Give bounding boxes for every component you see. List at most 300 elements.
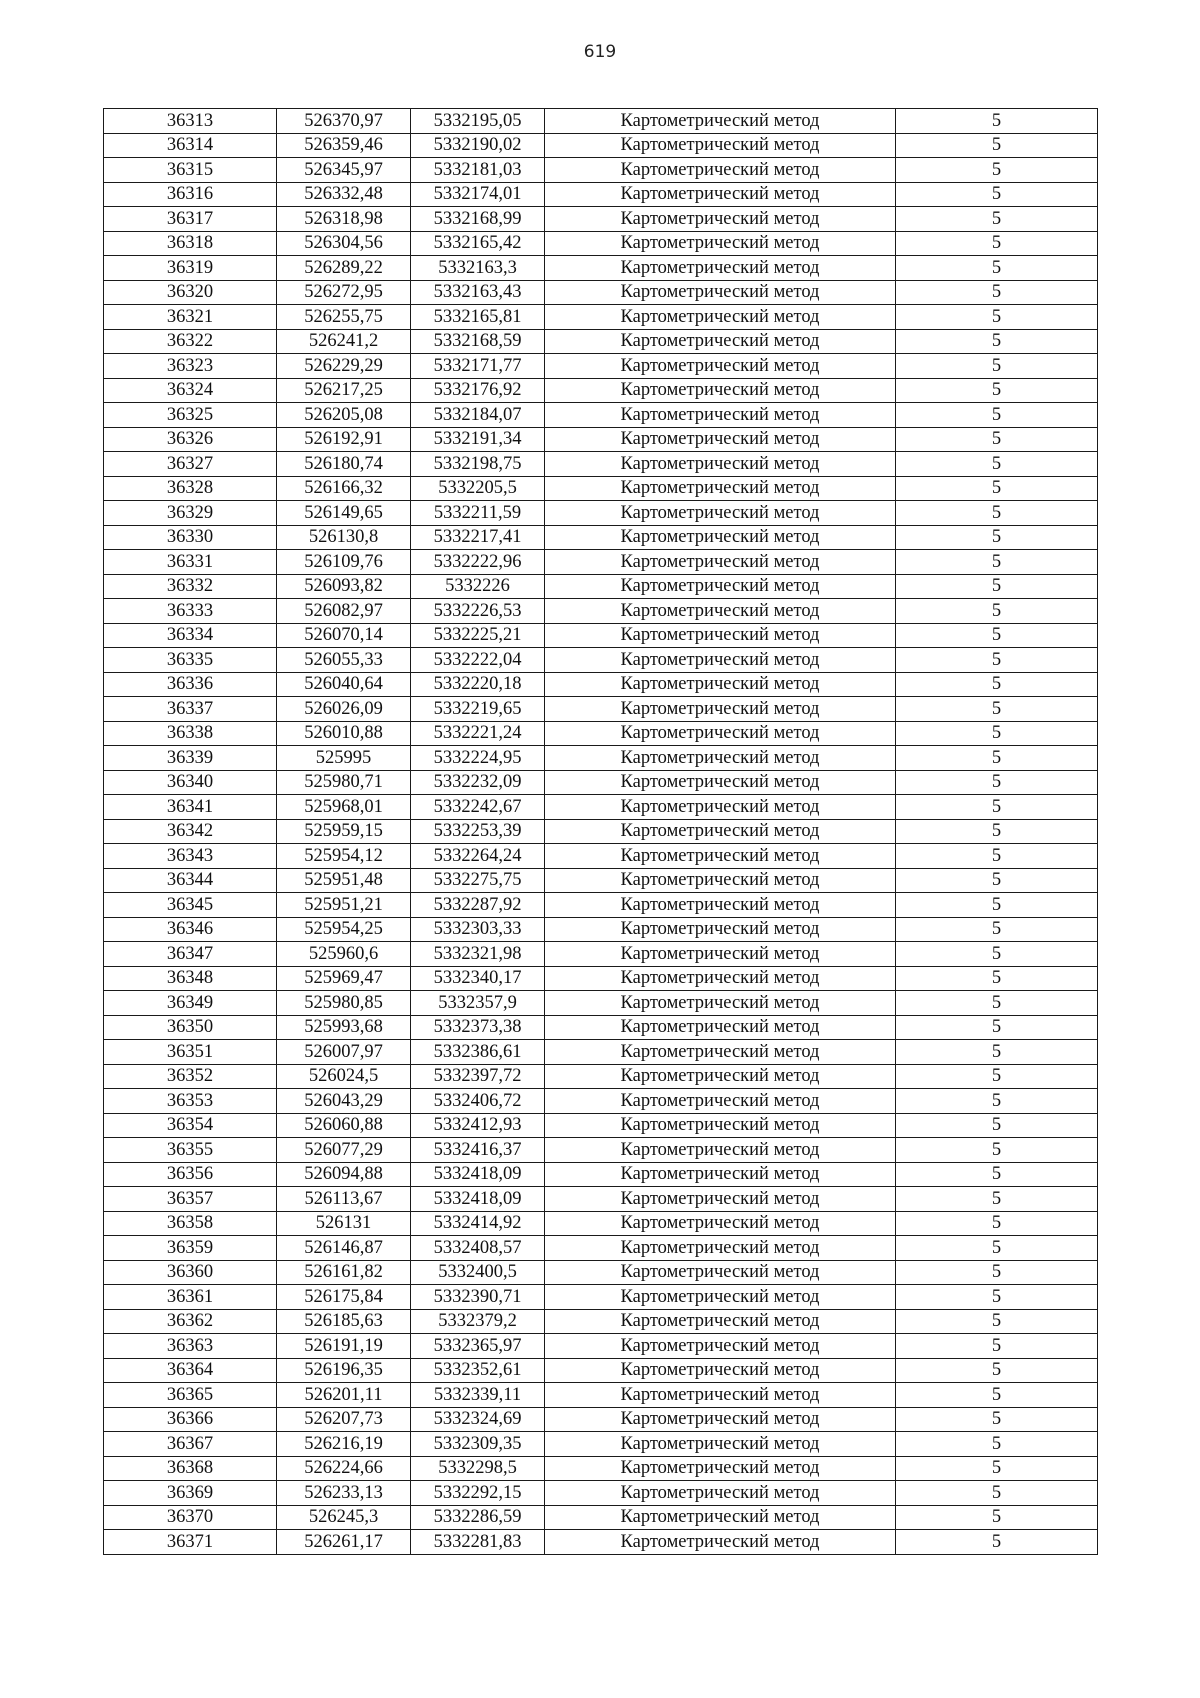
method-cell: Картометрический метод — [545, 329, 896, 354]
accuracy-cell: 5 — [896, 231, 1098, 256]
point-number-cell: 36360 — [104, 1260, 277, 1285]
point-number-cell: 36363 — [104, 1334, 277, 1359]
table-row — [104, 378, 1098, 403]
x-coordinate-cell: 526161,82 — [277, 1260, 411, 1285]
table-row — [104, 550, 1098, 575]
accuracy-cell: 5 — [896, 1162, 1098, 1187]
accuracy-cell: 5 — [896, 1407, 1098, 1432]
point-number-cell: 36355 — [104, 1138, 277, 1163]
point-number-cell: 36339 — [104, 746, 277, 771]
accuracy-cell: 5 — [896, 501, 1098, 526]
y-coordinate-cell: 5332226,53 — [411, 599, 545, 624]
accuracy-cell: 5 — [896, 868, 1098, 893]
y-coordinate-cell: 5332163,43 — [411, 280, 545, 305]
accuracy-cell: 5 — [896, 1015, 1098, 1040]
point-number-cell: 36314 — [104, 133, 277, 158]
y-coordinate-cell: 5332287,92 — [411, 893, 545, 918]
table-row — [104, 207, 1098, 232]
table-row — [104, 427, 1098, 452]
x-coordinate-cell: 525951,48 — [277, 868, 411, 893]
method-cell: Картометрический метод — [545, 1089, 896, 1114]
method-cell: Картометрический метод — [545, 207, 896, 232]
point-number-cell: 36364 — [104, 1358, 277, 1383]
method-cell: Картометрический метод — [545, 819, 896, 844]
y-coordinate-cell: 5332264,24 — [411, 844, 545, 869]
table-row — [104, 574, 1098, 599]
x-coordinate-cell: 526304,56 — [277, 231, 411, 256]
x-coordinate-cell: 526007,97 — [277, 1040, 411, 1065]
y-coordinate-cell: 5332191,34 — [411, 427, 545, 452]
y-coordinate-cell: 5332211,59 — [411, 501, 545, 526]
x-coordinate-cell: 525980,85 — [277, 991, 411, 1016]
y-coordinate-cell: 5332168,99 — [411, 207, 545, 232]
point-number-cell: 36344 — [104, 868, 277, 893]
y-coordinate-cell: 5332165,81 — [411, 305, 545, 330]
table-row — [104, 133, 1098, 158]
accuracy-cell: 5 — [896, 1530, 1098, 1555]
accuracy-cell: 5 — [896, 305, 1098, 330]
method-cell: Картометрический метод — [545, 991, 896, 1016]
method-cell: Картометрический метод — [545, 1236, 896, 1261]
accuracy-cell: 5 — [896, 574, 1098, 599]
point-number-cell: 36330 — [104, 525, 277, 550]
point-number-cell: 36354 — [104, 1113, 277, 1138]
method-cell: Картометрический метод — [545, 599, 896, 624]
accuracy-cell: 5 — [896, 1113, 1098, 1138]
method-cell: Картометрический метод — [545, 280, 896, 305]
accuracy-cell: 5 — [896, 133, 1098, 158]
method-cell: Картометрический метод — [545, 476, 896, 501]
method-cell: Картометрический метод — [545, 525, 896, 550]
y-coordinate-cell: 5332253,39 — [411, 819, 545, 844]
x-coordinate-cell: 526130,8 — [277, 525, 411, 550]
x-coordinate-cell: 526205,08 — [277, 403, 411, 428]
y-coordinate-cell: 5332373,38 — [411, 1015, 545, 1040]
point-number-cell: 36319 — [104, 256, 277, 281]
x-coordinate-cell: 526224,66 — [277, 1456, 411, 1481]
y-coordinate-cell: 5332220,18 — [411, 672, 545, 697]
point-number-cell: 36317 — [104, 207, 277, 232]
table-row — [104, 942, 1098, 967]
method-cell: Картометрический метод — [545, 942, 896, 967]
y-coordinate-cell: 5332222,04 — [411, 648, 545, 673]
point-number-cell: 36343 — [104, 844, 277, 869]
x-coordinate-cell: 526060,88 — [277, 1113, 411, 1138]
point-number-cell: 36336 — [104, 672, 277, 697]
point-number-cell: 36326 — [104, 427, 277, 452]
table-row — [104, 525, 1098, 550]
table-row — [104, 182, 1098, 207]
point-number-cell: 36368 — [104, 1456, 277, 1481]
method-cell: Картометрический метод — [545, 133, 896, 158]
table-row — [104, 231, 1098, 256]
table-row — [104, 1407, 1098, 1432]
table-row — [104, 1456, 1098, 1481]
y-coordinate-cell: 5332298,5 — [411, 1456, 545, 1481]
point-number-cell: 36341 — [104, 795, 277, 820]
method-cell: Картометрический метод — [545, 1383, 896, 1408]
x-coordinate-cell: 526233,13 — [277, 1481, 411, 1506]
x-coordinate-cell: 526255,75 — [277, 305, 411, 330]
x-coordinate-cell: 526055,33 — [277, 648, 411, 673]
method-cell: Картометрический метод — [545, 1162, 896, 1187]
accuracy-cell: 5 — [896, 966, 1098, 991]
point-number-cell: 36356 — [104, 1162, 277, 1187]
method-cell: Картометрический метод — [545, 1285, 896, 1310]
x-coordinate-cell: 526131 — [277, 1211, 411, 1236]
x-coordinate-cell: 526180,74 — [277, 452, 411, 477]
accuracy-cell: 5 — [896, 1260, 1098, 1285]
y-coordinate-cell: 5332339,11 — [411, 1383, 545, 1408]
x-coordinate-cell: 526043,29 — [277, 1089, 411, 1114]
y-coordinate-cell: 5332198,75 — [411, 452, 545, 477]
table-row — [104, 1211, 1098, 1236]
x-coordinate-cell: 526201,11 — [277, 1383, 411, 1408]
table-row — [104, 1064, 1098, 1089]
accuracy-cell: 5 — [896, 256, 1098, 281]
y-coordinate-cell: 5332414,92 — [411, 1211, 545, 1236]
x-coordinate-cell: 526070,14 — [277, 623, 411, 648]
y-coordinate-cell: 5332352,61 — [411, 1358, 545, 1383]
table-row — [104, 697, 1098, 722]
method-cell: Картометрический метод — [545, 966, 896, 991]
method-cell: Картометрический метод — [545, 550, 896, 575]
x-coordinate-cell: 526207,73 — [277, 1407, 411, 1432]
y-coordinate-cell: 5332357,9 — [411, 991, 545, 1016]
table-row — [104, 623, 1098, 648]
method-cell: Картометрический метод — [545, 1187, 896, 1212]
method-cell: Картометрический метод — [545, 844, 896, 869]
y-coordinate-cell: 5332400,5 — [411, 1260, 545, 1285]
y-coordinate-cell: 5332390,71 — [411, 1285, 545, 1310]
method-cell: Картометрический метод — [545, 427, 896, 452]
y-coordinate-cell: 5332340,17 — [411, 966, 545, 991]
x-coordinate-cell: 526166,32 — [277, 476, 411, 501]
y-coordinate-cell: 5332190,02 — [411, 133, 545, 158]
table-row — [104, 476, 1098, 501]
table-row — [104, 109, 1098, 134]
y-coordinate-cell: 5332168,59 — [411, 329, 545, 354]
table-row — [104, 1162, 1098, 1187]
x-coordinate-cell: 526146,87 — [277, 1236, 411, 1261]
table-row — [104, 329, 1098, 354]
point-number-cell: 36324 — [104, 378, 277, 403]
x-coordinate-cell: 525980,71 — [277, 770, 411, 795]
point-number-cell: 36369 — [104, 1481, 277, 1506]
point-number-cell: 36334 — [104, 623, 277, 648]
method-cell: Картометрический метод — [545, 182, 896, 207]
point-number-cell: 36333 — [104, 599, 277, 624]
accuracy-cell: 5 — [896, 648, 1098, 673]
accuracy-cell: 5 — [896, 1064, 1098, 1089]
accuracy-cell: 5 — [896, 109, 1098, 134]
accuracy-cell: 5 — [896, 1432, 1098, 1457]
method-cell: Картометрический метод — [545, 623, 896, 648]
table-row — [104, 648, 1098, 673]
point-number-cell: 36352 — [104, 1064, 277, 1089]
accuracy-cell: 5 — [896, 770, 1098, 795]
point-number-cell: 36338 — [104, 721, 277, 746]
x-coordinate-cell: 525993,68 — [277, 1015, 411, 1040]
method-cell: Картометрический метод — [545, 1407, 896, 1432]
table-row — [104, 305, 1098, 330]
y-coordinate-cell: 5332222,96 — [411, 550, 545, 575]
y-coordinate-cell: 5332181,03 — [411, 158, 545, 183]
x-coordinate-cell: 526082,97 — [277, 599, 411, 624]
table-row — [104, 1260, 1098, 1285]
point-number-cell: 36325 — [104, 403, 277, 428]
y-coordinate-cell: 5332365,97 — [411, 1334, 545, 1359]
point-number-cell: 36362 — [104, 1309, 277, 1334]
method-cell: Картометрический метод — [545, 1334, 896, 1359]
accuracy-cell: 5 — [896, 378, 1098, 403]
table-row — [104, 819, 1098, 844]
x-coordinate-cell: 526191,19 — [277, 1334, 411, 1359]
point-number-cell: 36332 — [104, 574, 277, 599]
point-number-cell: 36348 — [104, 966, 277, 991]
x-coordinate-cell: 525960,6 — [277, 942, 411, 967]
y-coordinate-cell: 5332171,77 — [411, 354, 545, 379]
point-number-cell: 36328 — [104, 476, 277, 501]
table-row — [104, 1138, 1098, 1163]
point-number-cell: 36320 — [104, 280, 277, 305]
x-coordinate-cell: 526289,22 — [277, 256, 411, 281]
x-coordinate-cell: 525969,47 — [277, 966, 411, 991]
y-coordinate-cell: 5332226 — [411, 574, 545, 599]
table-row — [104, 501, 1098, 526]
y-coordinate-cell: 5332224,95 — [411, 746, 545, 771]
point-number-cell: 36367 — [104, 1432, 277, 1457]
x-coordinate-cell: 526241,2 — [277, 329, 411, 354]
method-cell: Картометрический метод — [545, 770, 896, 795]
accuracy-cell: 5 — [896, 550, 1098, 575]
table-row — [104, 844, 1098, 869]
x-coordinate-cell: 526175,84 — [277, 1285, 411, 1310]
method-cell: Картометрический метод — [545, 1456, 896, 1481]
accuracy-cell: 5 — [896, 623, 1098, 648]
x-coordinate-cell: 526370,97 — [277, 109, 411, 134]
point-number-cell: 36313 — [104, 109, 277, 134]
table-row — [104, 893, 1098, 918]
accuracy-cell: 5 — [896, 1138, 1098, 1163]
x-coordinate-cell: 526359,46 — [277, 133, 411, 158]
accuracy-cell: 5 — [896, 917, 1098, 942]
point-number-cell: 36345 — [104, 893, 277, 918]
point-number-cell: 36329 — [104, 501, 277, 526]
table-row — [104, 599, 1098, 624]
x-coordinate-cell: 525954,25 — [277, 917, 411, 942]
x-coordinate-cell: 526192,91 — [277, 427, 411, 452]
table-row — [104, 1089, 1098, 1114]
method-cell: Картометрический метод — [545, 256, 896, 281]
method-cell: Картометрический метод — [545, 1138, 896, 1163]
y-coordinate-cell: 5332205,5 — [411, 476, 545, 501]
accuracy-cell: 5 — [896, 672, 1098, 697]
point-number-cell: 36321 — [104, 305, 277, 330]
table-row — [104, 1358, 1098, 1383]
accuracy-cell: 5 — [896, 476, 1098, 501]
accuracy-cell: 5 — [896, 746, 1098, 771]
point-number-cell: 36370 — [104, 1505, 277, 1530]
coordinates-table — [103, 108, 1098, 1555]
method-cell: Картометрический метод — [545, 403, 896, 428]
x-coordinate-cell: 526185,63 — [277, 1309, 411, 1334]
method-cell: Картометрический метод — [545, 1015, 896, 1040]
point-number-cell: 36361 — [104, 1285, 277, 1310]
method-cell: Картометрический метод — [545, 1211, 896, 1236]
x-coordinate-cell: 526332,48 — [277, 182, 411, 207]
table-row — [104, 1309, 1098, 1334]
x-coordinate-cell: 526093,82 — [277, 574, 411, 599]
y-coordinate-cell: 5332303,33 — [411, 917, 545, 942]
point-number-cell: 36347 — [104, 942, 277, 967]
method-cell: Картометрический метод — [545, 697, 896, 722]
point-number-cell: 36358 — [104, 1211, 277, 1236]
point-number-cell: 36323 — [104, 354, 277, 379]
x-coordinate-cell: 526229,29 — [277, 354, 411, 379]
method-cell: Картометрический метод — [545, 378, 896, 403]
accuracy-cell: 5 — [896, 280, 1098, 305]
y-coordinate-cell: 5332321,98 — [411, 942, 545, 967]
x-coordinate-cell: 525995 — [277, 746, 411, 771]
method-cell: Картометрический метод — [545, 1530, 896, 1555]
method-cell: Картометрический метод — [545, 1040, 896, 1065]
table-row — [104, 280, 1098, 305]
table-row — [104, 746, 1098, 771]
accuracy-cell: 5 — [896, 1456, 1098, 1481]
y-coordinate-cell: 5332275,75 — [411, 868, 545, 893]
point-number-cell: 36342 — [104, 819, 277, 844]
x-coordinate-cell: 525951,21 — [277, 893, 411, 918]
x-coordinate-cell: 525968,01 — [277, 795, 411, 820]
accuracy-cell: 5 — [896, 329, 1098, 354]
x-coordinate-cell: 526217,25 — [277, 378, 411, 403]
table-row — [104, 1481, 1098, 1506]
table-row — [104, 917, 1098, 942]
y-coordinate-cell: 5332174,01 — [411, 182, 545, 207]
table-row — [104, 452, 1098, 477]
y-coordinate-cell: 5332386,61 — [411, 1040, 545, 1065]
table-row — [104, 770, 1098, 795]
point-number-cell: 36357 — [104, 1187, 277, 1212]
accuracy-cell: 5 — [896, 599, 1098, 624]
accuracy-cell: 5 — [896, 1089, 1098, 1114]
accuracy-cell: 5 — [896, 403, 1098, 428]
table-row — [104, 256, 1098, 281]
method-cell: Картометрический метод — [545, 672, 896, 697]
x-coordinate-cell: 526010,88 — [277, 721, 411, 746]
table-row — [104, 1505, 1098, 1530]
table-row — [104, 1334, 1098, 1359]
x-coordinate-cell: 526216,19 — [277, 1432, 411, 1457]
y-coordinate-cell: 5332219,65 — [411, 697, 545, 722]
y-coordinate-cell: 5332309,35 — [411, 1432, 545, 1457]
method-cell: Картометрический метод — [545, 746, 896, 771]
y-coordinate-cell: 5332286,59 — [411, 1505, 545, 1530]
table-row — [104, 672, 1098, 697]
method-cell: Картометрический метод — [545, 1432, 896, 1457]
y-coordinate-cell: 5332408,57 — [411, 1236, 545, 1261]
coordinates-table-body — [104, 109, 1098, 1555]
accuracy-cell: 5 — [896, 1211, 1098, 1236]
y-coordinate-cell: 5332397,72 — [411, 1064, 545, 1089]
method-cell: Картометрический метод — [545, 648, 896, 673]
y-coordinate-cell: 5332221,24 — [411, 721, 545, 746]
y-coordinate-cell: 5332324,69 — [411, 1407, 545, 1432]
table-row — [104, 868, 1098, 893]
table-row — [104, 721, 1098, 746]
accuracy-cell: 5 — [896, 795, 1098, 820]
accuracy-cell: 5 — [896, 1236, 1098, 1261]
y-coordinate-cell: 5332418,09 — [411, 1187, 545, 1212]
accuracy-cell: 5 — [896, 844, 1098, 869]
point-number-cell: 36327 — [104, 452, 277, 477]
point-number-cell: 36353 — [104, 1089, 277, 1114]
x-coordinate-cell: 526024,5 — [277, 1064, 411, 1089]
x-coordinate-cell: 526149,65 — [277, 501, 411, 526]
accuracy-cell: 5 — [896, 721, 1098, 746]
method-cell: Картометрический метод — [545, 1113, 896, 1138]
accuracy-cell: 5 — [896, 427, 1098, 452]
method-cell: Картометрический метод — [545, 305, 896, 330]
table-row — [104, 1040, 1098, 1065]
y-coordinate-cell: 5332176,92 — [411, 378, 545, 403]
table-row — [104, 1113, 1098, 1138]
table-row — [104, 1285, 1098, 1310]
method-cell: Картометрический метод — [545, 1358, 896, 1383]
point-number-cell: 36322 — [104, 329, 277, 354]
table-row — [104, 1432, 1098, 1457]
y-coordinate-cell: 5332406,72 — [411, 1089, 545, 1114]
y-coordinate-cell: 5332232,09 — [411, 770, 545, 795]
method-cell: Картометрический метод — [545, 1260, 896, 1285]
accuracy-cell: 5 — [896, 942, 1098, 967]
table-row — [104, 991, 1098, 1016]
point-number-cell: 36315 — [104, 158, 277, 183]
accuracy-cell: 5 — [896, 1505, 1098, 1530]
x-coordinate-cell: 525959,15 — [277, 819, 411, 844]
accuracy-cell: 5 — [896, 893, 1098, 918]
y-coordinate-cell: 5332195,05 — [411, 109, 545, 134]
point-number-cell: 36318 — [104, 231, 277, 256]
method-cell: Картометрический метод — [545, 109, 896, 134]
method-cell: Картометрический метод — [545, 452, 896, 477]
table-row — [104, 966, 1098, 991]
accuracy-cell: 5 — [896, 182, 1098, 207]
x-coordinate-cell: 526026,09 — [277, 697, 411, 722]
y-coordinate-cell: 5332292,15 — [411, 1481, 545, 1506]
method-cell: Картометрический метод — [545, 501, 896, 526]
method-cell: Картометрический метод — [545, 231, 896, 256]
y-coordinate-cell: 5332281,83 — [411, 1530, 545, 1555]
method-cell: Картометрический метод — [545, 158, 896, 183]
accuracy-cell: 5 — [896, 1334, 1098, 1359]
accuracy-cell: 5 — [896, 991, 1098, 1016]
method-cell: Картометрический метод — [545, 354, 896, 379]
x-coordinate-cell: 526345,97 — [277, 158, 411, 183]
accuracy-cell: 5 — [896, 697, 1098, 722]
accuracy-cell: 5 — [896, 819, 1098, 844]
accuracy-cell: 5 — [896, 1285, 1098, 1310]
accuracy-cell: 5 — [896, 1383, 1098, 1408]
x-coordinate-cell: 526094,88 — [277, 1162, 411, 1187]
method-cell: Картометрический метод — [545, 917, 896, 942]
x-coordinate-cell: 526196,35 — [277, 1358, 411, 1383]
table-row — [104, 354, 1098, 379]
y-coordinate-cell: 5332418,09 — [411, 1162, 545, 1187]
y-coordinate-cell: 5332225,21 — [411, 623, 545, 648]
table-row — [104, 795, 1098, 820]
